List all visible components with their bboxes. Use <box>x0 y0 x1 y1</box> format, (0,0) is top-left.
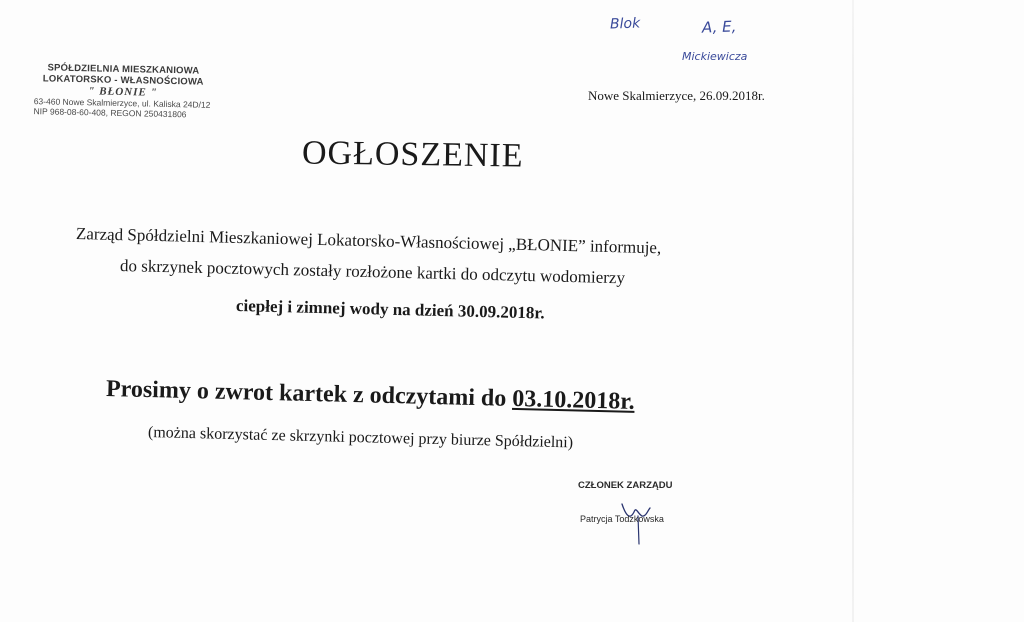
return-request <box>106 376 635 416</box>
handwritten-buildings: A, E, <box>701 17 737 37</box>
return-deadline-date: 03.10.2018r. <box>511 385 636 415</box>
stamp-line-brand: " BŁONIE " <box>88 85 158 99</box>
body-line-3: ciepłej i zimnej wody na dzień 30.09.2018r. <box>235 296 545 323</box>
body-line-1: Zarząd Spółdzielni Mieszkaniowej Lokatorsko-Własnościowej „BŁONIE” informuje, <box>75 224 662 258</box>
handwritten-street: Mickiewicza <box>682 50 748 63</box>
stamp-line-address: 63-460 Nowe Skalmierzyce, ul. Kaliska 24D/12 <box>33 96 211 110</box>
return-request-text: Prosimy o zwrot kartek z odczytami do <box>105 376 513 412</box>
scan-edge <box>852 0 854 622</box>
body-line-2: do skrzynek pocztowych zostały rozłożone kartki do odczytu wodomierzy <box>119 256 626 288</box>
signature-title: CZŁONEK ZARZĄDU <box>578 480 673 491</box>
mailbox-note: (można skorzystać ze skrzynki pocztowej przy biurze Spółdzielni) <box>147 424 574 452</box>
place-date: Nowe Skalmierzyce, 26.09.2018r. <box>588 88 765 103</box>
handwritten-blok: Blok <box>609 15 641 33</box>
stamp-line-name: SPÓŁDZIELNIA MIESZKANIOWA <box>47 62 200 77</box>
cooperative-stamp <box>33 62 212 120</box>
signatory-name: Patrycja Todzkowska <box>580 514 664 524</box>
stamp-line-ids: NIP 968-08-60-408, REGON 250431806 <box>33 106 187 120</box>
stamp-line-type: LOKATORSKO - WŁASNOŚCIOWA <box>42 73 204 88</box>
page-title: OGŁOSZENIE <box>301 134 524 175</box>
